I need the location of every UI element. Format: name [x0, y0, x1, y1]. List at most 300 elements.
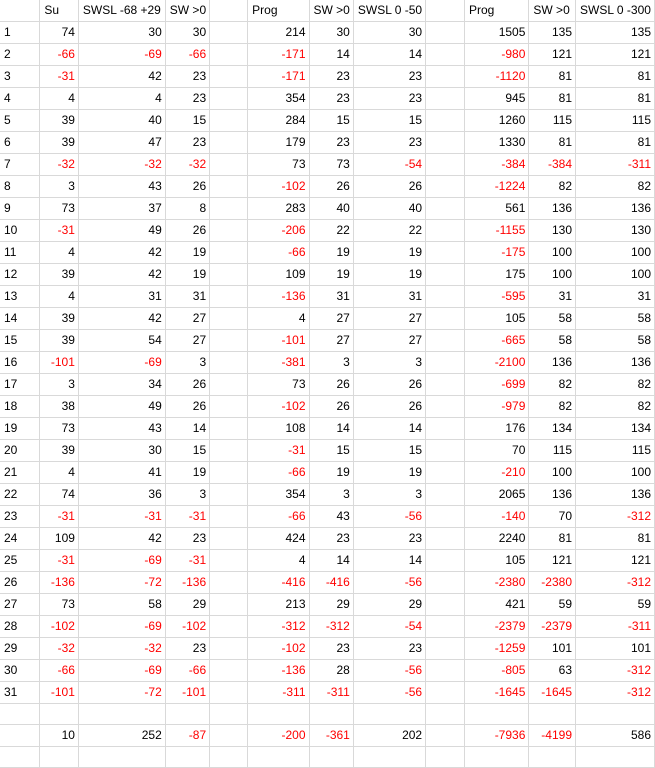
table-cell[interactable]: -66 — [248, 506, 309, 528]
table-cell[interactable]: 14 — [353, 550, 425, 572]
table-cell[interactable]: 19 — [353, 242, 425, 264]
table-cell[interactable]: -54 — [353, 154, 425, 176]
table-cell[interactable]: 81 — [576, 66, 655, 88]
table-cell[interactable]: 4 — [40, 462, 79, 484]
table-cell[interactable]: -32 — [78, 638, 165, 660]
table-cell[interactable] — [309, 704, 353, 725]
table-cell[interactable]: 134 — [576, 418, 655, 440]
table-cell[interactable]: -140 — [464, 506, 528, 528]
table-cell[interactable]: 81 — [529, 88, 576, 110]
table-cell[interactable]: -56 — [353, 660, 425, 682]
table-cell[interactable]: -200 — [248, 725, 309, 747]
table-cell[interactable]: 82 — [529, 396, 576, 418]
table-cell[interactable]: -66 — [40, 660, 79, 682]
table-cell[interactable]: 19 — [309, 242, 353, 264]
table-cell[interactable] — [210, 330, 248, 352]
table-cell[interactable]: -979 — [464, 396, 528, 418]
table-cell[interactable] — [426, 308, 465, 330]
table-cell[interactable]: -31 — [40, 550, 79, 572]
table-cell[interactable]: -7936 — [464, 725, 528, 747]
table-cell[interactable]: 42 — [78, 528, 165, 550]
table-cell[interactable]: 39 — [40, 308, 79, 330]
table-cell[interactable]: 108 — [248, 418, 309, 440]
table-cell[interactable]: 42 — [78, 242, 165, 264]
column-header[interactable]: SWSL -68 +29 — [78, 0, 165, 22]
column-header[interactable] — [426, 0, 465, 22]
table-cell[interactable]: -136 — [248, 286, 309, 308]
table-cell[interactable]: 135 — [529, 22, 576, 44]
row-number[interactable]: 14 — [0, 308, 40, 330]
table-cell[interactable] — [426, 638, 465, 660]
table-cell[interactable]: 23 — [353, 88, 425, 110]
table-cell[interactable]: 22 — [353, 220, 425, 242]
table-cell[interactable]: 424 — [248, 528, 309, 550]
table-cell[interactable]: 136 — [529, 198, 576, 220]
table-cell[interactable]: 101 — [576, 638, 655, 660]
table-cell[interactable] — [426, 374, 465, 396]
table-cell[interactable] — [210, 528, 248, 550]
table-cell[interactable]: 115 — [576, 110, 655, 132]
table-cell[interactable] — [426, 506, 465, 528]
table-cell[interactable] — [210, 506, 248, 528]
table-cell[interactable]: 29 — [165, 594, 209, 616]
table-cell[interactable]: -1155 — [464, 220, 528, 242]
table-cell[interactable]: 101 — [529, 638, 576, 660]
table-cell[interactable] — [78, 704, 165, 725]
table-cell[interactable]: 4 — [40, 242, 79, 264]
table-cell[interactable] — [78, 747, 165, 768]
table-cell[interactable]: 73 — [40, 594, 79, 616]
table-cell[interactable] — [426, 154, 465, 176]
table-cell[interactable]: 15 — [165, 440, 209, 462]
table-cell[interactable]: -32 — [165, 154, 209, 176]
row-number[interactable]: 30 — [0, 660, 40, 682]
table-cell[interactable]: 945 — [464, 88, 528, 110]
table-cell[interactable] — [426, 594, 465, 616]
table-cell[interactable]: 81 — [529, 66, 576, 88]
row-number[interactable]: 12 — [0, 264, 40, 286]
table-cell[interactable]: 14 — [309, 44, 353, 66]
table-cell[interactable]: -665 — [464, 330, 528, 352]
table-cell[interactable]: 27 — [165, 330, 209, 352]
table-cell[interactable] — [210, 747, 248, 768]
table-cell[interactable]: 105 — [464, 550, 528, 572]
table-cell[interactable]: 58 — [529, 330, 576, 352]
table-cell[interactable] — [210, 286, 248, 308]
column-header[interactable]: SW >0 — [309, 0, 353, 22]
table-cell[interactable] — [426, 110, 465, 132]
table-cell[interactable] — [210, 66, 248, 88]
table-cell[interactable]: -2379 — [464, 616, 528, 638]
table-cell[interactable]: -56 — [353, 682, 425, 704]
table-cell[interactable] — [426, 198, 465, 220]
table-cell[interactable] — [165, 747, 209, 768]
table-cell[interactable]: 81 — [529, 528, 576, 550]
row-number[interactable]: 22 — [0, 484, 40, 506]
table-cell[interactable]: -1645 — [464, 682, 528, 704]
table-cell[interactable]: -87 — [165, 725, 209, 747]
table-cell[interactable]: 105 — [464, 308, 528, 330]
table-cell[interactable]: -69 — [78, 660, 165, 682]
table-cell[interactable]: 252 — [78, 725, 165, 747]
table-cell[interactable]: 135 — [576, 22, 655, 44]
table-cell[interactable] — [426, 352, 465, 374]
table-cell[interactable]: 130 — [529, 220, 576, 242]
table-cell[interactable]: 23 — [309, 638, 353, 660]
row-number[interactable]: 18 — [0, 396, 40, 418]
table-cell[interactable]: -69 — [78, 550, 165, 572]
table-cell[interactable] — [426, 396, 465, 418]
table-cell[interactable] — [426, 330, 465, 352]
table-cell[interactable]: -312 — [576, 572, 655, 594]
table-cell[interactable]: 121 — [576, 44, 655, 66]
table-cell[interactable]: 23 — [165, 132, 209, 154]
table-cell[interactable]: 23 — [353, 528, 425, 550]
table-cell[interactable] — [426, 418, 465, 440]
table-cell[interactable]: 59 — [576, 594, 655, 616]
table-cell[interactable]: 58 — [78, 594, 165, 616]
table-cell[interactable]: -2380 — [464, 572, 528, 594]
table-cell[interactable]: 22 — [309, 220, 353, 242]
table-cell[interactable] — [426, 682, 465, 704]
table-cell[interactable] — [210, 440, 248, 462]
table-cell[interactable]: 23 — [309, 66, 353, 88]
table-cell[interactable]: 40 — [78, 110, 165, 132]
table-cell[interactable]: 82 — [576, 374, 655, 396]
table-cell[interactable]: 202 — [353, 725, 425, 747]
table-cell[interactable]: 100 — [576, 264, 655, 286]
table-cell[interactable]: 354 — [248, 484, 309, 506]
table-cell[interactable]: 19 — [353, 264, 425, 286]
table-cell[interactable]: 39 — [40, 132, 79, 154]
table-cell[interactable]: 15 — [309, 110, 353, 132]
row-number[interactable]: 10 — [0, 220, 40, 242]
table-cell[interactable]: 31 — [78, 286, 165, 308]
table-cell[interactable]: 4 — [40, 286, 79, 308]
table-cell[interactable] — [210, 308, 248, 330]
column-header[interactable]: SWSL 0 -300 — [576, 0, 655, 22]
row-number[interactable]: 2 — [0, 44, 40, 66]
table-cell[interactable]: 58 — [529, 308, 576, 330]
table-cell[interactable]: 100 — [529, 242, 576, 264]
table-cell[interactable]: 100 — [529, 462, 576, 484]
table-cell[interactable]: 3 — [309, 484, 353, 506]
column-header[interactable]: SW >0 — [529, 0, 576, 22]
table-cell[interactable] — [529, 704, 576, 725]
table-cell[interactable]: 30 — [78, 22, 165, 44]
table-cell[interactable]: 3 — [165, 352, 209, 374]
table-cell[interactable]: 82 — [529, 374, 576, 396]
row-number[interactable]: 4 — [0, 88, 40, 110]
table-cell[interactable]: 73 — [309, 154, 353, 176]
table-cell[interactable] — [210, 682, 248, 704]
table-cell[interactable]: 3 — [309, 352, 353, 374]
table-cell[interactable]: 136 — [529, 484, 576, 506]
row-number[interactable]: 31 — [0, 682, 40, 704]
table-cell[interactable]: 14 — [353, 418, 425, 440]
table-cell[interactable]: 81 — [576, 132, 655, 154]
table-cell[interactable]: 26 — [165, 374, 209, 396]
table-cell[interactable]: -136 — [40, 572, 79, 594]
table-cell[interactable]: 115 — [529, 110, 576, 132]
table-cell[interactable]: 74 — [40, 484, 79, 506]
table-cell[interactable]: 36 — [78, 484, 165, 506]
table-cell[interactable]: 49 — [78, 220, 165, 242]
table-cell[interactable] — [353, 747, 425, 768]
table-cell[interactable]: 15 — [353, 440, 425, 462]
table-cell[interactable]: -206 — [248, 220, 309, 242]
table-cell[interactable]: -175 — [464, 242, 528, 264]
column-header[interactable]: Prog — [464, 0, 528, 22]
table-cell[interactable]: -72 — [78, 682, 165, 704]
table-cell[interactable]: 37 — [78, 198, 165, 220]
column-header[interactable]: Prog — [248, 0, 309, 22]
table-cell[interactable]: -171 — [248, 66, 309, 88]
table-cell[interactable]: 283 — [248, 198, 309, 220]
table-cell[interactable]: 23 — [353, 638, 425, 660]
table-cell[interactable]: 109 — [40, 528, 79, 550]
table-cell[interactable] — [210, 176, 248, 198]
table-cell[interactable] — [210, 132, 248, 154]
table-cell[interactable]: 115 — [529, 440, 576, 462]
table-cell[interactable]: 58 — [576, 308, 655, 330]
table-cell[interactable]: 59 — [529, 594, 576, 616]
table-cell[interactable]: 40 — [309, 198, 353, 220]
table-cell[interactable]: -32 — [78, 154, 165, 176]
table-cell[interactable] — [210, 594, 248, 616]
table-cell[interactable]: -31 — [40, 506, 79, 528]
table-cell[interactable]: 42 — [78, 308, 165, 330]
table-cell[interactable]: -699 — [464, 374, 528, 396]
table-cell[interactable]: 74 — [40, 22, 79, 44]
table-cell[interactable]: 121 — [576, 550, 655, 572]
row-number[interactable]: 26 — [0, 572, 40, 594]
column-header[interactable]: SWSL 0 -50 — [353, 0, 425, 22]
table-cell[interactable]: -595 — [464, 286, 528, 308]
table-cell[interactable]: 58 — [576, 330, 655, 352]
table-cell[interactable]: 82 — [576, 396, 655, 418]
table-cell[interactable]: 39 — [40, 264, 79, 286]
table-cell[interactable]: -311 — [576, 154, 655, 176]
table-cell[interactable]: -66 — [248, 242, 309, 264]
row-number[interactable]: 15 — [0, 330, 40, 352]
row-number[interactable]: 13 — [0, 286, 40, 308]
table-cell[interactable] — [210, 704, 248, 725]
table-cell[interactable]: 213 — [248, 594, 309, 616]
table-cell[interactable]: -136 — [165, 572, 209, 594]
table-cell[interactable]: 19 — [165, 242, 209, 264]
table-cell[interactable] — [426, 220, 465, 242]
table-cell[interactable]: 121 — [529, 550, 576, 572]
table-cell[interactable]: -102 — [248, 176, 309, 198]
table-cell[interactable]: -66 — [248, 462, 309, 484]
table-cell[interactable]: 23 — [165, 638, 209, 660]
table-cell[interactable]: 2240 — [464, 528, 528, 550]
table-cell[interactable]: -1224 — [464, 176, 528, 198]
table-cell[interactable]: -312 — [309, 616, 353, 638]
table-cell[interactable]: 28 — [309, 660, 353, 682]
row-number[interactable] — [0, 725, 40, 747]
table-cell[interactable]: 26 — [353, 176, 425, 198]
table-cell[interactable]: 42 — [78, 264, 165, 286]
table-cell[interactable] — [40, 704, 79, 725]
table-cell[interactable] — [210, 572, 248, 594]
table-cell[interactable] — [426, 88, 465, 110]
row-number[interactable]: 7 — [0, 154, 40, 176]
table-cell[interactable] — [248, 747, 309, 768]
table-cell[interactable] — [576, 747, 655, 768]
table-cell[interactable] — [210, 462, 248, 484]
table-cell[interactable] — [309, 747, 353, 768]
table-cell[interactable]: 73 — [248, 374, 309, 396]
table-cell[interactable]: 19 — [165, 462, 209, 484]
table-cell[interactable]: 109 — [248, 264, 309, 286]
table-cell[interactable] — [576, 704, 655, 725]
table-cell[interactable] — [426, 264, 465, 286]
table-cell[interactable]: 26 — [165, 220, 209, 242]
row-number[interactable]: 17 — [0, 374, 40, 396]
table-cell[interactable]: 19 — [309, 462, 353, 484]
table-cell[interactable]: -2100 — [464, 352, 528, 374]
table-cell[interactable]: -171 — [248, 44, 309, 66]
row-number[interactable]: 24 — [0, 528, 40, 550]
table-cell[interactable]: -1120 — [464, 66, 528, 88]
table-cell[interactable]: -311 — [248, 682, 309, 704]
table-cell[interactable]: 100 — [529, 264, 576, 286]
table-cell[interactable] — [210, 44, 248, 66]
table-cell[interactable]: 4 — [248, 550, 309, 572]
table-cell[interactable] — [426, 725, 465, 747]
table-cell[interactable] — [210, 110, 248, 132]
table-cell[interactable]: -56 — [353, 572, 425, 594]
table-cell[interactable]: 47 — [78, 132, 165, 154]
table-cell[interactable]: -980 — [464, 44, 528, 66]
table-cell[interactable]: 29 — [309, 594, 353, 616]
table-cell[interactable] — [426, 44, 465, 66]
table-cell[interactable]: 15 — [165, 110, 209, 132]
table-cell[interactable] — [426, 462, 465, 484]
table-cell[interactable]: -69 — [78, 352, 165, 374]
table-cell[interactable]: 30 — [78, 440, 165, 462]
table-cell[interactable]: 3 — [40, 374, 79, 396]
table-cell[interactable]: 561 — [464, 198, 528, 220]
table-cell[interactable]: 179 — [248, 132, 309, 154]
row-number[interactable]: 25 — [0, 550, 40, 572]
table-cell[interactable]: 73 — [248, 154, 309, 176]
row-number[interactable]: 28 — [0, 616, 40, 638]
table-cell[interactable]: 26 — [353, 374, 425, 396]
table-cell[interactable]: -32 — [40, 638, 79, 660]
row-number[interactable]: 20 — [0, 440, 40, 462]
row-number[interactable]: 6 — [0, 132, 40, 154]
table-cell[interactable]: 38 — [40, 396, 79, 418]
table-cell[interactable]: 30 — [165, 22, 209, 44]
table-cell[interactable] — [210, 220, 248, 242]
table-cell[interactable] — [426, 176, 465, 198]
table-cell[interactable] — [248, 704, 309, 725]
table-cell[interactable]: 115 — [576, 440, 655, 462]
table-cell[interactable]: 23 — [353, 132, 425, 154]
row-number[interactable]: 27 — [0, 594, 40, 616]
table-cell[interactable]: 4 — [40, 88, 79, 110]
table-cell[interactable] — [426, 286, 465, 308]
table-cell[interactable]: 134 — [529, 418, 576, 440]
table-cell[interactable]: 30 — [309, 22, 353, 44]
table-cell[interactable]: -805 — [464, 660, 528, 682]
table-cell[interactable]: -31 — [248, 440, 309, 462]
table-cell[interactable]: -416 — [309, 572, 353, 594]
table-cell[interactable]: 27 — [309, 308, 353, 330]
table-cell[interactable] — [210, 616, 248, 638]
table-cell[interactable]: 421 — [464, 594, 528, 616]
table-cell[interactable]: -31 — [40, 220, 79, 242]
table-cell[interactable]: -311 — [576, 616, 655, 638]
table-cell[interactable] — [210, 418, 248, 440]
row-number[interactable]: 1 — [0, 22, 40, 44]
table-cell[interactable] — [210, 88, 248, 110]
row-number[interactable] — [0, 747, 40, 768]
table-cell[interactable] — [210, 22, 248, 44]
table-cell[interactable]: 29 — [353, 594, 425, 616]
table-cell[interactable]: 19 — [353, 462, 425, 484]
table-cell[interactable]: 30 — [353, 22, 425, 44]
table-cell[interactable]: 23 — [165, 66, 209, 88]
table-cell[interactable] — [426, 132, 465, 154]
table-cell[interactable]: 73 — [40, 418, 79, 440]
table-cell[interactable]: 15 — [353, 110, 425, 132]
table-cell[interactable]: 136 — [576, 352, 655, 374]
table-cell[interactable]: -69 — [78, 44, 165, 66]
table-cell[interactable]: 63 — [529, 660, 576, 682]
table-cell[interactable] — [426, 242, 465, 264]
table-cell[interactable]: -31 — [40, 66, 79, 88]
row-number[interactable] — [0, 704, 40, 725]
table-cell[interactable]: -32 — [40, 154, 79, 176]
row-number[interactable]: 5 — [0, 110, 40, 132]
table-cell[interactable]: 54 — [78, 330, 165, 352]
table-cell[interactable]: 26 — [309, 176, 353, 198]
table-cell[interactable]: -102 — [165, 616, 209, 638]
table-cell[interactable] — [210, 725, 248, 747]
table-cell[interactable]: 34 — [78, 374, 165, 396]
table-cell[interactable] — [210, 374, 248, 396]
table-cell[interactable]: 23 — [165, 88, 209, 110]
table-cell[interactable]: 39 — [40, 440, 79, 462]
row-number[interactable]: 11 — [0, 242, 40, 264]
table-cell[interactable]: 121 — [529, 44, 576, 66]
table-cell[interactable] — [210, 550, 248, 572]
table-cell[interactable]: -1645 — [529, 682, 576, 704]
row-number[interactable]: 9 — [0, 198, 40, 220]
table-cell[interactable]: 31 — [309, 286, 353, 308]
table-cell[interactable] — [426, 704, 465, 725]
table-cell[interactable]: 1330 — [464, 132, 528, 154]
table-cell[interactable]: 31 — [576, 286, 655, 308]
table-cell[interactable] — [210, 154, 248, 176]
table-cell[interactable]: 3 — [165, 484, 209, 506]
table-cell[interactable]: 31 — [353, 286, 425, 308]
table-cell[interactable]: -31 — [78, 506, 165, 528]
table-cell[interactable]: 26 — [353, 396, 425, 418]
table-cell[interactable]: 31 — [165, 286, 209, 308]
table-cell[interactable]: 82 — [529, 176, 576, 198]
table-cell[interactable] — [529, 747, 576, 768]
table-cell[interactable]: 130 — [576, 220, 655, 242]
table-cell[interactable]: 1260 — [464, 110, 528, 132]
table-cell[interactable]: 23 — [309, 528, 353, 550]
table-cell[interactable]: 14 — [165, 418, 209, 440]
column-header[interactable]: Su — [40, 0, 79, 22]
